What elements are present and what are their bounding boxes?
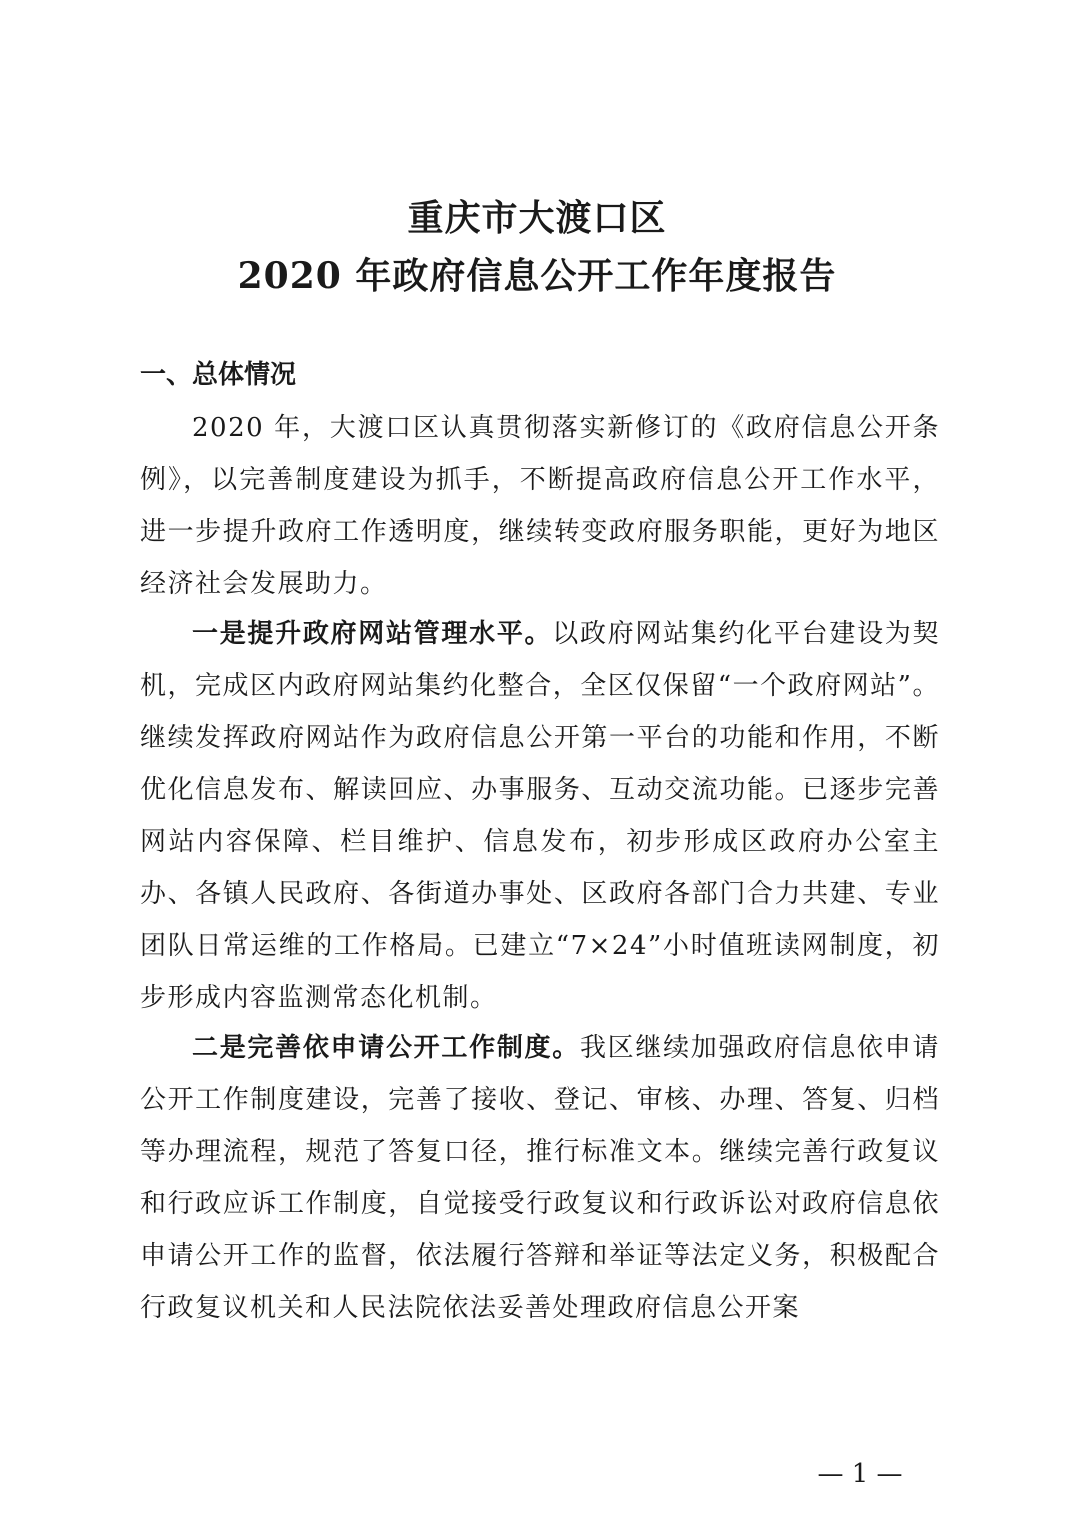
section-heading: 一、总体情况: [140, 360, 297, 390]
report-title-line2: 2020 年政府信息公开工作年度报告: [237, 255, 837, 297]
paragraph-overview: [140, 402, 940, 610]
paragraph-text: 以政府网站集约化平台建设为契机，完成区内政府网站集约化整合，全区仅保留“一个政府网站”。继续发挥政府网站作为政府信息公开第一平台的功能和作用，不断优化信息发布、解读回应、办事服务、互动交流功能。已逐步完善网站内容保障、栏目维护、信息发布，初步形成区政府办公室主办、各镇人民政府、各街道办事处、区政府各部门合力共建、专业团队日常运维的工作格局。已建立“7×24”小时值班读网制度，初步形成内容监测常态化机制。: [140, 619, 940, 1013]
paragraph-text: 我区继续加强政府信息依申请公开工作制度建设，完善了接收、登记、审核、办理、答复、归档等办理流程，规范了答复口径，推行标准文本。继续完善行政复议和行政应诉工作制度，自觉接受行政复议和行政诉讼对政府信息依申请公开工作的监督，依法履行答辩和举证等法定义务，积极配合行政复议机关和人民法院依法妥善处理政府信息公开案: [140, 1033, 940, 1323]
paragraph-lead: 一是提升政府网站管理水平。: [192, 619, 553, 649]
report-title-line1: 重庆市大渡口区: [407, 197, 667, 239]
paragraph-text: 2020 年，大渡口区认真贯彻落实新修订的《政府信息公开条例》，以完善制度建设为抓手，不断提高政府信息公开工作水平，进一步提升政府工作透明度，继续转变政府服务职能，更好为地区经济社会发展助力。: [140, 413, 940, 599]
paragraph-website-management: [140, 608, 940, 1024]
paragraph-lead: 二是完善依申请公开工作制度。: [192, 1033, 580, 1063]
paragraph-application-system: [140, 1022, 940, 1334]
page-number: — 1 —: [817, 1459, 903, 1489]
